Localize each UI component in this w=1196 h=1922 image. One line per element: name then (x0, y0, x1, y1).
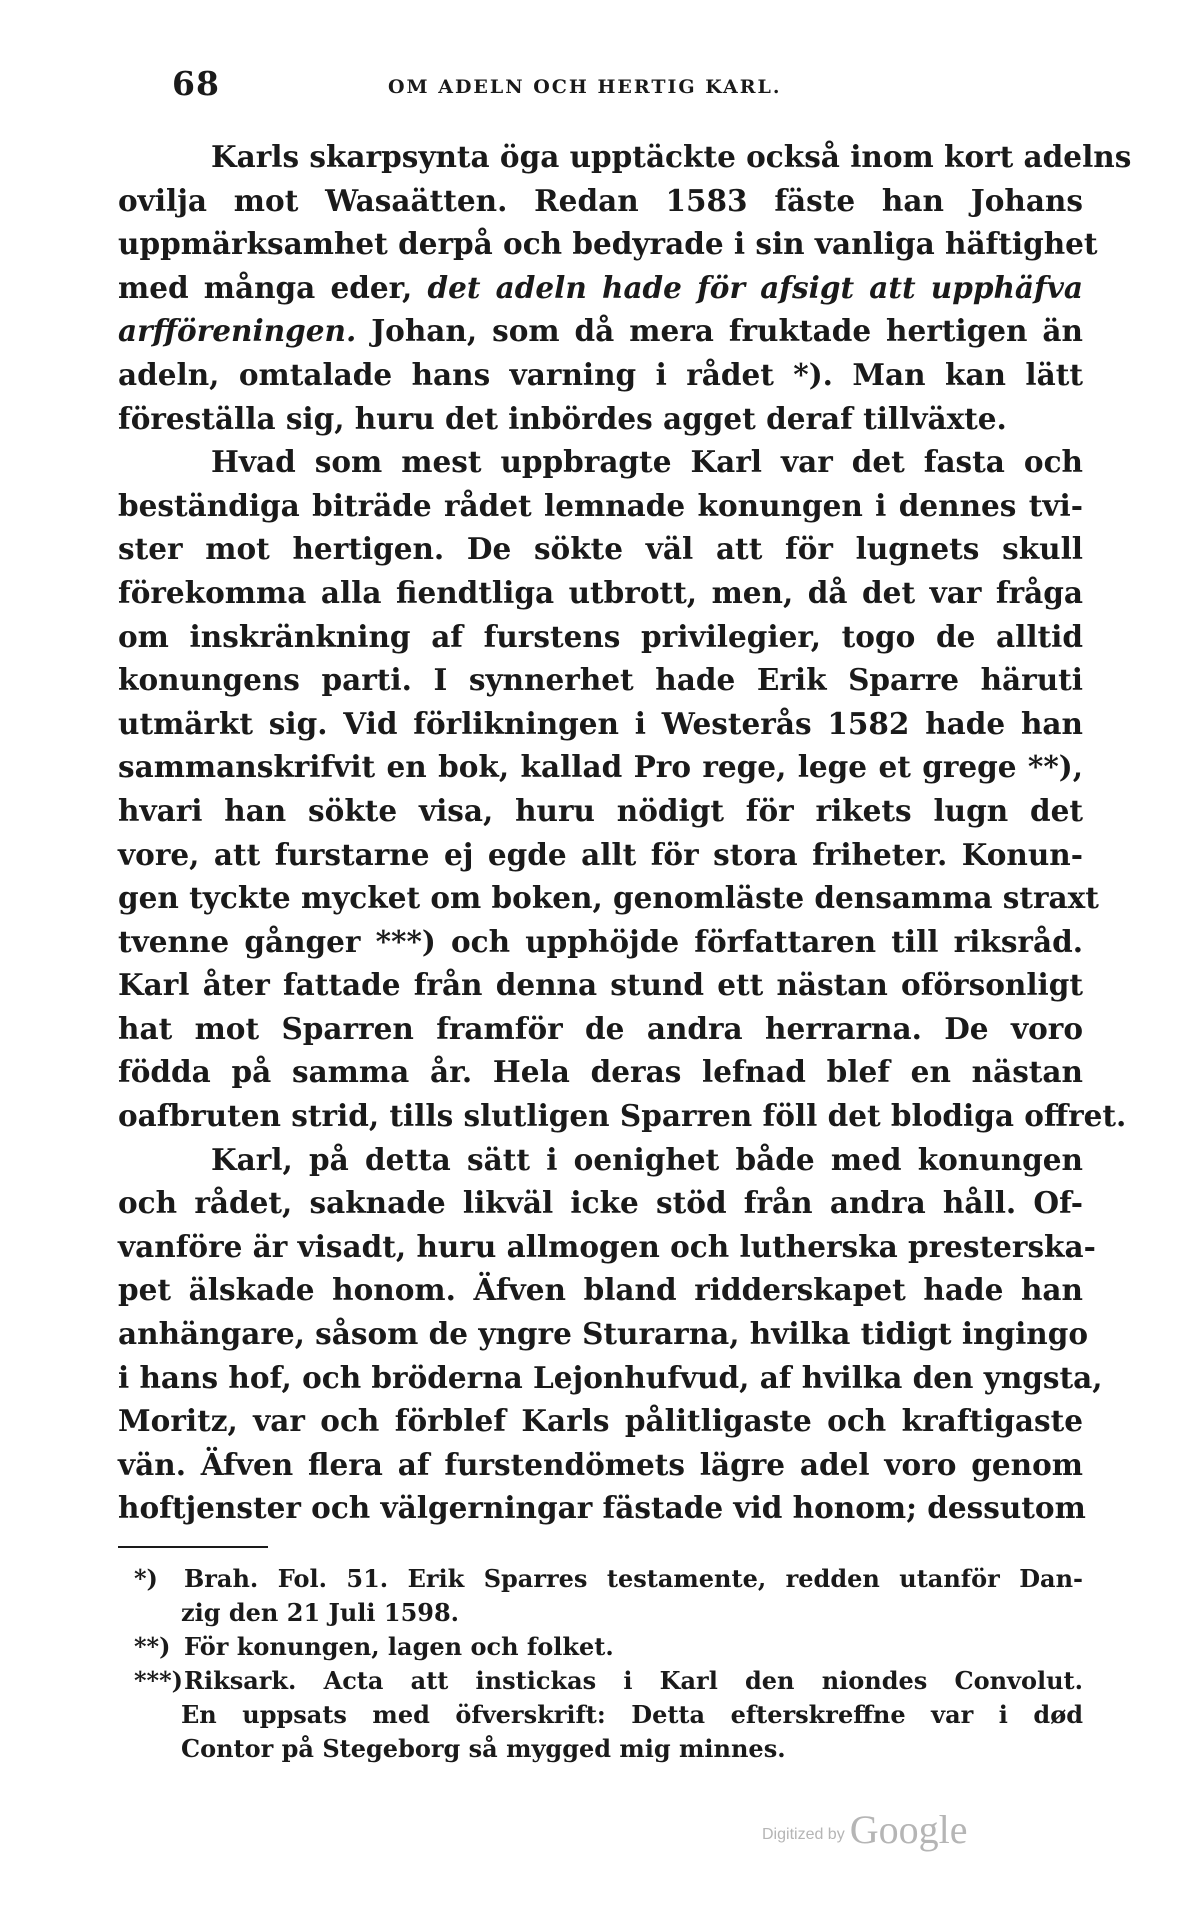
text-segment: ster mot hertigen. De sökte väl att för lugnets skull (118, 531, 1083, 567)
text-segment: Karls skarpsynta öga upptäckte också inom kort adelns (211, 139, 1132, 174)
footnote-line (118, 1596, 1083, 1630)
text-line (118, 833, 1083, 877)
text-line (118, 615, 1083, 659)
text-line (118, 1094, 1127, 1138)
footnote-line (118, 1732, 1083, 1766)
text-line (118, 179, 1083, 223)
footnote-text: zig den 21 Juli 1598. (181, 1598, 460, 1627)
text-line (118, 1050, 1083, 1094)
text-line (118, 1312, 1089, 1356)
footnote-marker: *) (134, 1564, 158, 1593)
text-line (118, 484, 1083, 528)
text-segment: hvari han sökte visa, huru nödigt för rikets lugn det (118, 792, 1083, 828)
text-line (118, 1443, 1083, 1487)
text-segment: Karl åter fattade från denna stund ett nästan oförsonligt (118, 967, 1083, 1003)
text-segment: Hvad som mest uppbragte Karl var det fasta och (211, 444, 1083, 480)
footnote-text: Brah. Fol. 51. Erik Sparres testamente, redden utanför Dan- (184, 1564, 1083, 1593)
text-segment: tvenne gånger ***) och upphöjde författaren till riksråd. (118, 923, 1083, 959)
text-line (118, 789, 1083, 833)
text-segment: gen tyckte mycket om boken, genomläste densamma straxt (118, 880, 1099, 916)
footnote-text: En uppsats med öfverskrift: Detta efterskreffne var i død (181, 1700, 1083, 1729)
footnote-text: Contor på Stegeborg så mygged mig minnes. (181, 1734, 786, 1763)
text-segment: Moritz, var och förblef Karls pålitligaste och kraftigaste (118, 1403, 1083, 1439)
text-segment: hoftjenster och välgerningar fästade vid honom; dessutom (118, 1490, 1086, 1526)
text-segment: vanföre är visadt, huru allmogen och lutherska presterska- (118, 1228, 1096, 1264)
text-segment: med många eder, (118, 269, 428, 305)
text-segment: sammanskrifvit en bok, kallad Pro rege, lege et grege **), (118, 749, 1083, 785)
footnote-marker: ***) (134, 1666, 184, 1695)
text-line (118, 745, 1083, 789)
text-line (118, 135, 1132, 179)
watermark-brand: Google (849, 1807, 968, 1852)
text-line (118, 1181, 1083, 1225)
text-segment: förekomma alla fiendtliga utbrott, men, då det var fråga (118, 574, 1083, 610)
text-segment: Karl, på detta sätt i oenighet både med konungen (211, 1141, 1083, 1177)
text-segment: uppmärksamhet derpå och bedyrade i sin vanliga häftighet (118, 226, 1098, 262)
text-segment: Johan, som då mera fruktade hertigen än (356, 313, 1083, 349)
text-segment: utmärkt sig. Vid förlikningen i Westerås 1582 hade han (118, 705, 1083, 741)
text-segment: hat mot Sparren framför de andra herrarna. De voro (118, 1010, 1083, 1046)
footnote-text: Riksark. Acta att instickas i Karl den niondes Convolut. (184, 1666, 1083, 1695)
text-segment: vore, att furstarne ej egde allt för stora friheter. Konun- (118, 836, 1083, 872)
text-line (118, 658, 1083, 702)
text-line (118, 353, 1083, 397)
watermark-prefix: Digitized by (762, 1826, 845, 1843)
text-segment: anhängare, såsom de yngre Sturarna, hvilka tidigt ingingo (118, 1316, 1089, 1352)
footnote-text: För konungen, lagen och folket. (184, 1632, 614, 1661)
text-line (118, 1007, 1083, 1051)
footnote-line (118, 1630, 1083, 1664)
text-segment: födda på samma år. Hela deras lefnad blef en nästan (118, 1054, 1083, 1090)
text-segment: beständiga biträde rådet lemnade konungen i dennes tvi- (118, 487, 1083, 523)
text-line (118, 876, 1099, 920)
footnote-line (118, 1562, 1083, 1596)
text-line (118, 397, 1083, 441)
footnotes (118, 1562, 1083, 1766)
text-segment: och rådet, saknade likväl icke stöd från andra håll. Of- (118, 1185, 1083, 1221)
text-line (118, 1225, 1096, 1269)
text-line (118, 702, 1083, 746)
text-line (118, 1399, 1083, 1443)
text-segment: adeln, omtalade hans varning i rådet *). Man kan lätt (118, 356, 1083, 392)
text-line (118, 309, 1083, 353)
text-line (118, 1268, 1083, 1312)
text-line (118, 1138, 1083, 1182)
text-line (118, 571, 1083, 615)
text-line (118, 963, 1083, 1007)
text-line (118, 266, 1083, 310)
footnote-divider (118, 1546, 268, 1548)
italic-segment: det adeln hade för afsigt att upphäfva (427, 269, 1083, 305)
text-segment: oafbruten strid, tills slutligen Sparren föll det blodiga offret. (118, 1098, 1127, 1134)
text-line (118, 222, 1098, 266)
text-segment: vän. Äfven flera af furstendömets lägre adel voro genom (118, 1446, 1083, 1482)
italic-segment: arfföreningen. (118, 313, 357, 349)
digitized-by-google-watermark (762, 1806, 968, 1853)
text-line (118, 1356, 1103, 1400)
body-text (118, 135, 1132, 1530)
text-line (118, 527, 1083, 571)
text-line (118, 920, 1083, 964)
text-segment: i hans hof, och bröderna Lejonhufvud, af hvilka den yngsta, (118, 1359, 1103, 1395)
text-segment: pet älskade honom. Äfven bland ridderskapet hade han (118, 1272, 1083, 1308)
running-title: OM ADELN OCH HERTIG KARL. (388, 76, 782, 98)
footnote-marker: **) (134, 1632, 171, 1661)
text-line (118, 1486, 1086, 1530)
text-segment: om inskränkning af furstens privilegier, togo de alltid (118, 618, 1083, 654)
text-segment: föreställa sig, huru det inbördes agget deraf tillväxte. (118, 400, 1007, 436)
page-number: 68 (172, 64, 220, 103)
footnote-line (118, 1698, 1083, 1732)
text-segment: ovilja mot Wasaätten. Redan 1583 fäste han Johans (118, 182, 1083, 218)
text-segment: konungens parti. I synnerhet hade Erik Sparre häruti (118, 662, 1083, 698)
page-header (172, 64, 1092, 112)
footnote-line (118, 1664, 1083, 1698)
text-line (118, 440, 1083, 484)
